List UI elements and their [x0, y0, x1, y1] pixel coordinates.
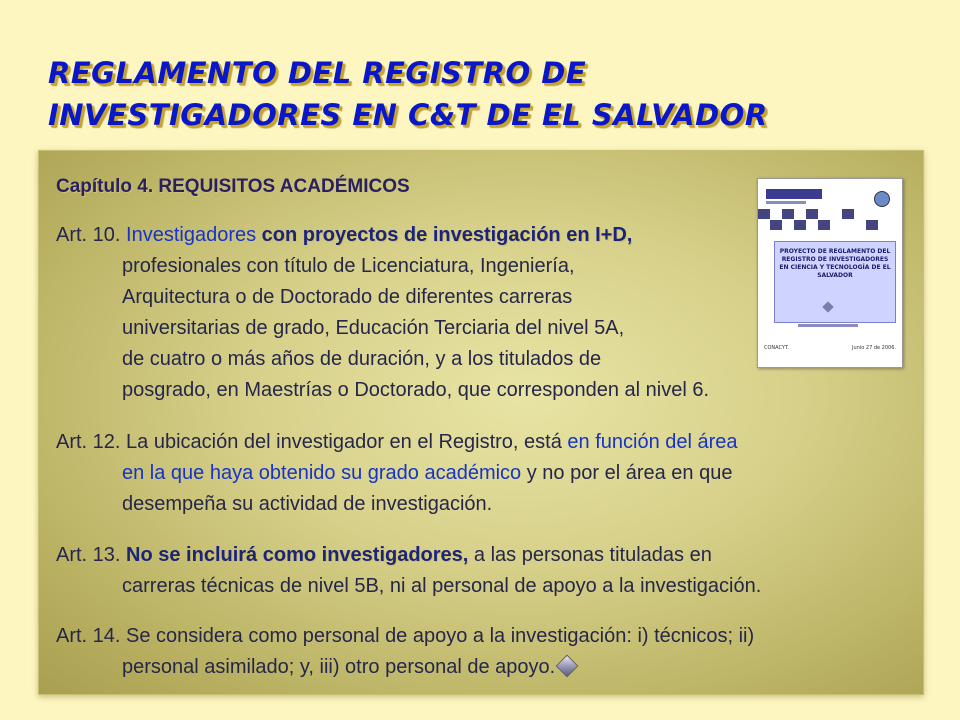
art13-bold-text: No se incluirá como investigadores, — [126, 544, 469, 566]
cover-footer-left: CONACYT. — [764, 345, 790, 351]
art14-line-1: Art. 14. Se considera como personal de apoyo a la investigación: i) técnicos; ii) — [56, 625, 755, 647]
chapter-heading: Capítulo 4. REQUISITOS ACADÉMICOS — [56, 176, 410, 197]
art13-prefix: Art. 13. — [56, 544, 127, 566]
art10-line-1 — [56, 220, 709, 251]
junta-label-bar — [798, 324, 858, 327]
art14-line-2-text: personal asimilado; y, iii) otro personal de apoyo. — [122, 656, 556, 678]
art12-blue-2: en la que haya obtenido su grado académico — [122, 462, 522, 484]
title-line-1: REGLAMENTO DEL REGISTRO DE — [48, 56, 587, 90]
art10-line-2: profesionales con título de Licenciatura, Ingeniería, — [122, 255, 575, 277]
art10-blue-text: Investigadores — [126, 224, 262, 246]
article-12 — [56, 427, 738, 520]
art12-prefix: Art. 12. La ubicación del investigador en el Registro, está — [56, 431, 568, 453]
art13-rest-1: a las personas tituladas en — [468, 544, 712, 566]
art14-line-2 — [56, 652, 754, 683]
art12-line-2 — [56, 458, 738, 489]
decorative-grid — [758, 209, 902, 231]
conacyt-logo — [766, 189, 822, 199]
art12-line-3: desempeña su actividad de investigación. — [122, 493, 493, 515]
article-10 — [56, 220, 709, 406]
cube-icon[interactable] — [556, 655, 579, 678]
art10-line-5: de cuatro o más años de duración, y a los titulados de — [122, 348, 602, 370]
cover-heading: PROYECTO DE REGLAMENTO DEL REGISTRO DE INVESTIGADORES EN CIENCIA Y TECNOLOGÍA DE EL SALVADOR — [774, 241, 896, 323]
title-line-2: INVESTIGADORES EN C&T DE EL SALVADOR — [48, 98, 768, 132]
art10-bold-text: con proyectos de investigación en I+D, — [261, 224, 633, 246]
article-14 — [56, 621, 754, 683]
cover-footer-right: Junio 27 de 2006. — [852, 345, 896, 351]
article-13 — [56, 540, 761, 602]
art12-rest-2: y no por el área en que — [521, 462, 733, 484]
art12-blue-1: en función del área — [567, 431, 738, 453]
art12-line-1 — [56, 427, 738, 458]
document-cover-image — [757, 178, 903, 368]
seal-icon — [874, 191, 890, 207]
logo-subtitle-bar — [766, 201, 806, 204]
art10-prefix: Art. 10. — [56, 224, 127, 246]
art13-line-1 — [56, 540, 761, 571]
cover-footer — [764, 345, 896, 351]
art10-line-3: Arquitectura o de Doctorado de diferentes carreras — [122, 286, 573, 308]
art10-line-6: posgrado, en Maestrías o Doctorado, que corresponden al nivel 6. — [122, 379, 710, 401]
slide-title — [48, 52, 908, 136]
art13-line-2: carreras técnicas de nivel 5B, ni al personal de apoyo a la investigación. — [122, 575, 762, 597]
art10-line-4: universitarias de grado, Educación Terciaria del nivel 5A, — [122, 317, 625, 339]
